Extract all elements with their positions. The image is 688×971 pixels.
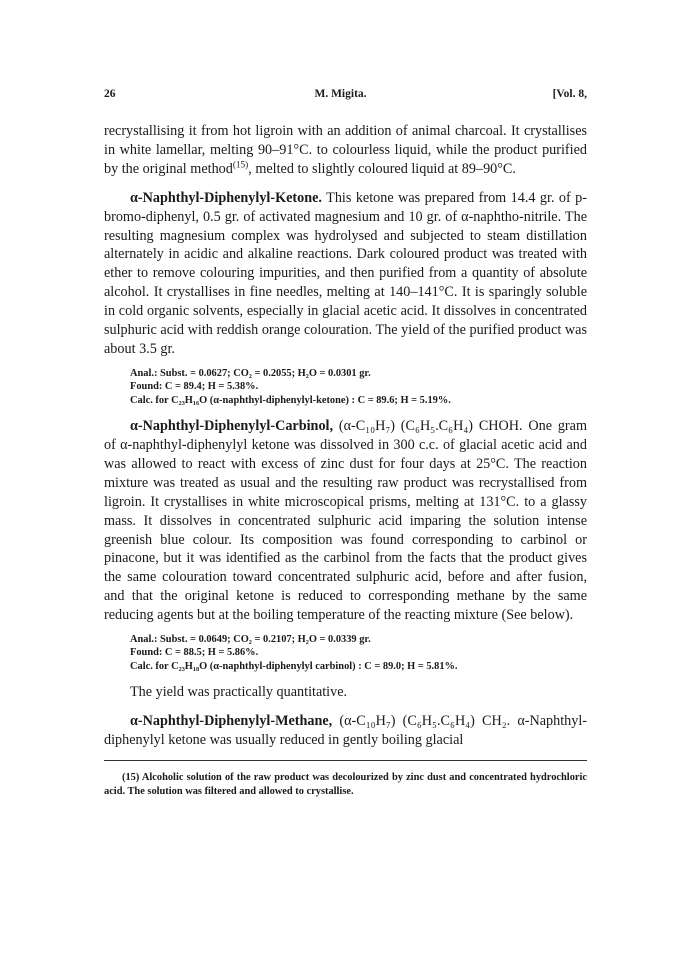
page xyxy=(104,88,587,799)
footnote-divider xyxy=(104,760,587,761)
ketone-calc-line: Calc. for C₂₃H₁₆O (α-naphthyl-diphenylyl-ketone) : C = 89.6; H = 5.19%. xyxy=(130,394,451,406)
methane-text: α-Naphthyl-diphenylyl ketone was usually reduced in gently boiling glacial xyxy=(104,713,588,749)
carbinol-calc-line: Calc. for C₂₃H₁₈O (α-naphthyl-diphenylyl carbinol) : C = 89.0; H = 5.81%. xyxy=(130,660,458,672)
ketone-analysis xyxy=(130,367,587,407)
ketone-text: This ketone was prepared from 14.4 gr. of p-bromo-diphenyl, 0.5 gr. of activated magnesium and 10 gr. of α-naphtho-nitrile. The resulting magnesium complex was hydrolysed and subjected to steam distillation alternately in acidic and alkaline reactions. Dark coloured product was treated with ether to remove colouring impurities, and then purified from a quantity of absolute alcohol. It crystallises in fine needles, melting at 140–141°C. It is sparingly soluble in cold organic solvents, especially in glacial acetic acid. It dissolves in concentrated sulphuric acid with reddish orange colouration. The yield of the purified product was about 3.5 gr. xyxy=(104,189,587,357)
carbinol-yield: The yield was practically quantitative. xyxy=(130,684,348,701)
ketone-paragraph xyxy=(104,189,587,359)
ketone-anal-line: Anal.: Subst. = 0.0627; CO₂ = 0.2055; H₂O = 0.0301 gr. xyxy=(130,367,371,379)
carbinol-paragraph xyxy=(104,417,587,625)
footnote-ref: (15) xyxy=(232,159,249,170)
p1-line4: coloured liquid at 89–90°C. xyxy=(358,160,516,177)
methane-heading: α-Naphthyl-Diphenylyl-Methane, xyxy=(130,713,333,730)
carbinol-analysis xyxy=(130,633,587,673)
methane-paragraph xyxy=(104,712,587,750)
p1-line1: recrystallising it from hot ligroin with an addition of animal charcoal. xyxy=(104,123,507,139)
carbinol-text: One gram of α-naphthyl-diphenylyl ketone was dissolved in 300 c.c. of glacial acetic acid and was allowed to react with excess of zinc dust for four days at 25°C. The reaction mixture was treated as usual and the resulting raw product was recrystallised from ligroin. It crystallises in white microscopical prisms, melting at 131°C. to a glassy mass. It dissolves in concentrated sulphuric acid imparing the solution intense greenish blue colour. Its composition was found corresponding to carbinol or pinacone, but it was identified as the carbinol from the facts that the product gives the same colouration toward concentrated sulphuric acid, before and after fusion, and that the original ketone is reduced to corresponding methane by the same reducing agents but at the boiling temperature of the reacting mixture (See below). xyxy=(104,418,587,624)
footnote: (15) Alcoholic solution of the raw product was decolourized by zinc dust and concentrated hydrochloric acid. The solution was filtered and allowed to crystallise. xyxy=(104,772,587,797)
page-number: 26 xyxy=(104,88,116,100)
running-author: M. Migita. xyxy=(314,88,367,100)
paragraph-continuation xyxy=(104,122,587,179)
p1-line3b: , melted to slightly xyxy=(248,160,355,177)
methane-formula: (α-C₁₀H₇) (C₆H₅.C₆H₄) CH₂. xyxy=(339,713,511,730)
carbinol-formula: (α-C₁₀H₇) (C₆H₅.C₆H₄) CHOH. xyxy=(338,418,523,435)
p1-line2: It crystallises in white lamellar, melting 90–91°C. to colourless liquid, xyxy=(104,123,588,158)
running-header xyxy=(104,88,587,104)
ketone-found-line: Found: C = 89.4; H = 5.38%. xyxy=(130,381,259,393)
ketone-heading: α-Naphthyl-Diphenylyl-Ketone. xyxy=(130,189,322,206)
volume-label: [Vol. 8, xyxy=(552,88,587,100)
carbinol-heading: α-Naphthyl-Diphenylyl-Carbinol, xyxy=(130,418,334,435)
carbinol-found-line: Found: C = 88.5; H = 5.86%. xyxy=(130,647,259,659)
carbinol-anal-line: Anal.: Subst. = 0.0649; CO₂ = 0.2107; H₂O = 0.0339 gr. xyxy=(130,634,371,646)
p1-line3a: while the product purified by the original method xyxy=(104,141,587,177)
